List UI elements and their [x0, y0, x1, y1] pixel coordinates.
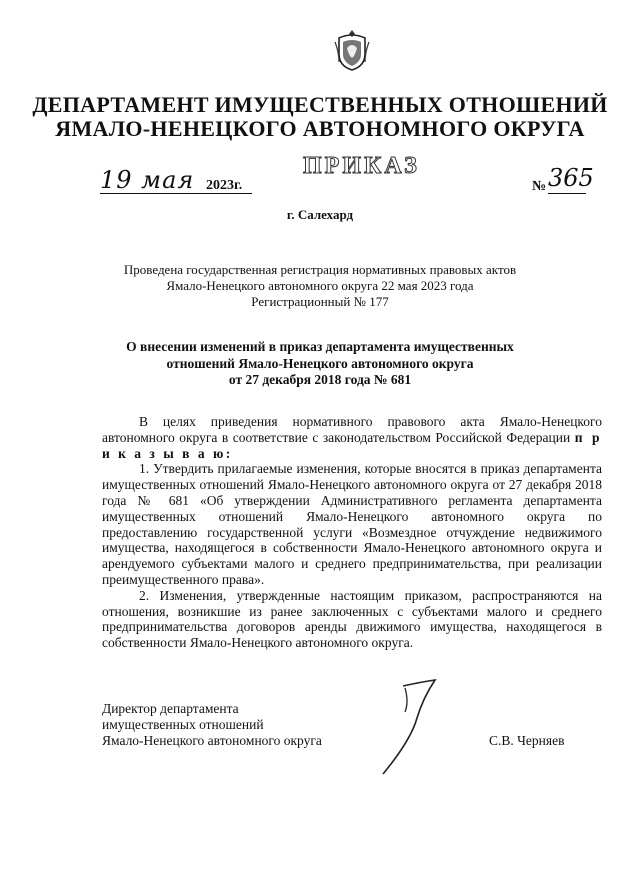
signature-block	[102, 701, 322, 748]
signer-role-line2: имущественных отношений	[102, 716, 264, 732]
department-name-line1: ДЕПАРТАМЕНТ ИМУЩЕСТВЕННЫХ ОТНОШЕНИЙ	[32, 92, 608, 117]
year-suffix: 2023г.	[206, 178, 243, 193]
item-2-paragraph: 2. Изменения, утвержденные настоящим приказом, распространяются на отношения, возникшие из ранее заключенных с субъектами малого и среднего предпринимательства договоров аренды движимого имущества, находящегося в собственности Ямало-Ненецкого автономного округа.	[102, 587, 602, 651]
number-sign: №	[532, 179, 547, 194]
item-1-paragraph: 1. Утвердить прилагаемые изменения, которые вносятся в приказ департамента имущественных отношений Ямало-Ненецкого автономного округа от 27 декабря 2018 года № 681 «Об утверждении Административного регламента департамента имущественных отношений Ямало-Ненецкого автономного округа по предоставлению государственной услуги «Возмездное отчуждение недвижимого имущества, находящегося в собственности Ямало-Ненецкого автономного округа и арендуемого субъектами малого и среднего предпринимательства, при реализации преимущественного права».	[102, 461, 602, 587]
coat-of-arms-icon	[333, 28, 371, 72]
registration-line1: Проведена государственная регистрация нормативных правовых актов	[123, 262, 517, 277]
signer-role-line1: Директор департамента	[102, 701, 239, 716]
document-title-line1: О внесении изменений в приказ департамента имущественных	[126, 339, 514, 354]
document-title-line3: от 27 декабря 2018 года № 681	[228, 372, 412, 387]
registration-line3: Регистрационный № 177	[251, 294, 389, 309]
order-word: п р и к а з ы в а ю:	[102, 429, 603, 461]
handwritten-signature	[375, 678, 445, 778]
document-title-line2: отношений Ямало-Ненецкого автономного округа	[166, 356, 474, 371]
signer-role-line3: Ямало-Ненецкого автономного округа	[102, 732, 322, 748]
city: г. Салехард	[286, 207, 354, 222]
handwritten-date: 19 мая	[100, 166, 195, 194]
intro-paragraph	[102, 414, 602, 461]
handwritten-number: 365	[548, 164, 594, 192]
number-underline	[548, 193, 586, 194]
department-name-line2: ЯМАЛО-НЕНЕЦКОГО АВТОНОМНОГО ОКРУГА	[55, 116, 585, 141]
intro-text: В целях приведения нормативного правового акта Ямало-Ненецкого автономного округа в соответствие с законодательством Российской Федерации	[102, 414, 602, 445]
document-body	[102, 414, 602, 651]
signer-name: С.В. Черняев	[489, 733, 565, 748]
document-type: ПРИКАЗ	[303, 153, 420, 179]
registration-line2: Ямало-Ненецкого автономного округа 22 мая 2023 года	[166, 278, 474, 293]
